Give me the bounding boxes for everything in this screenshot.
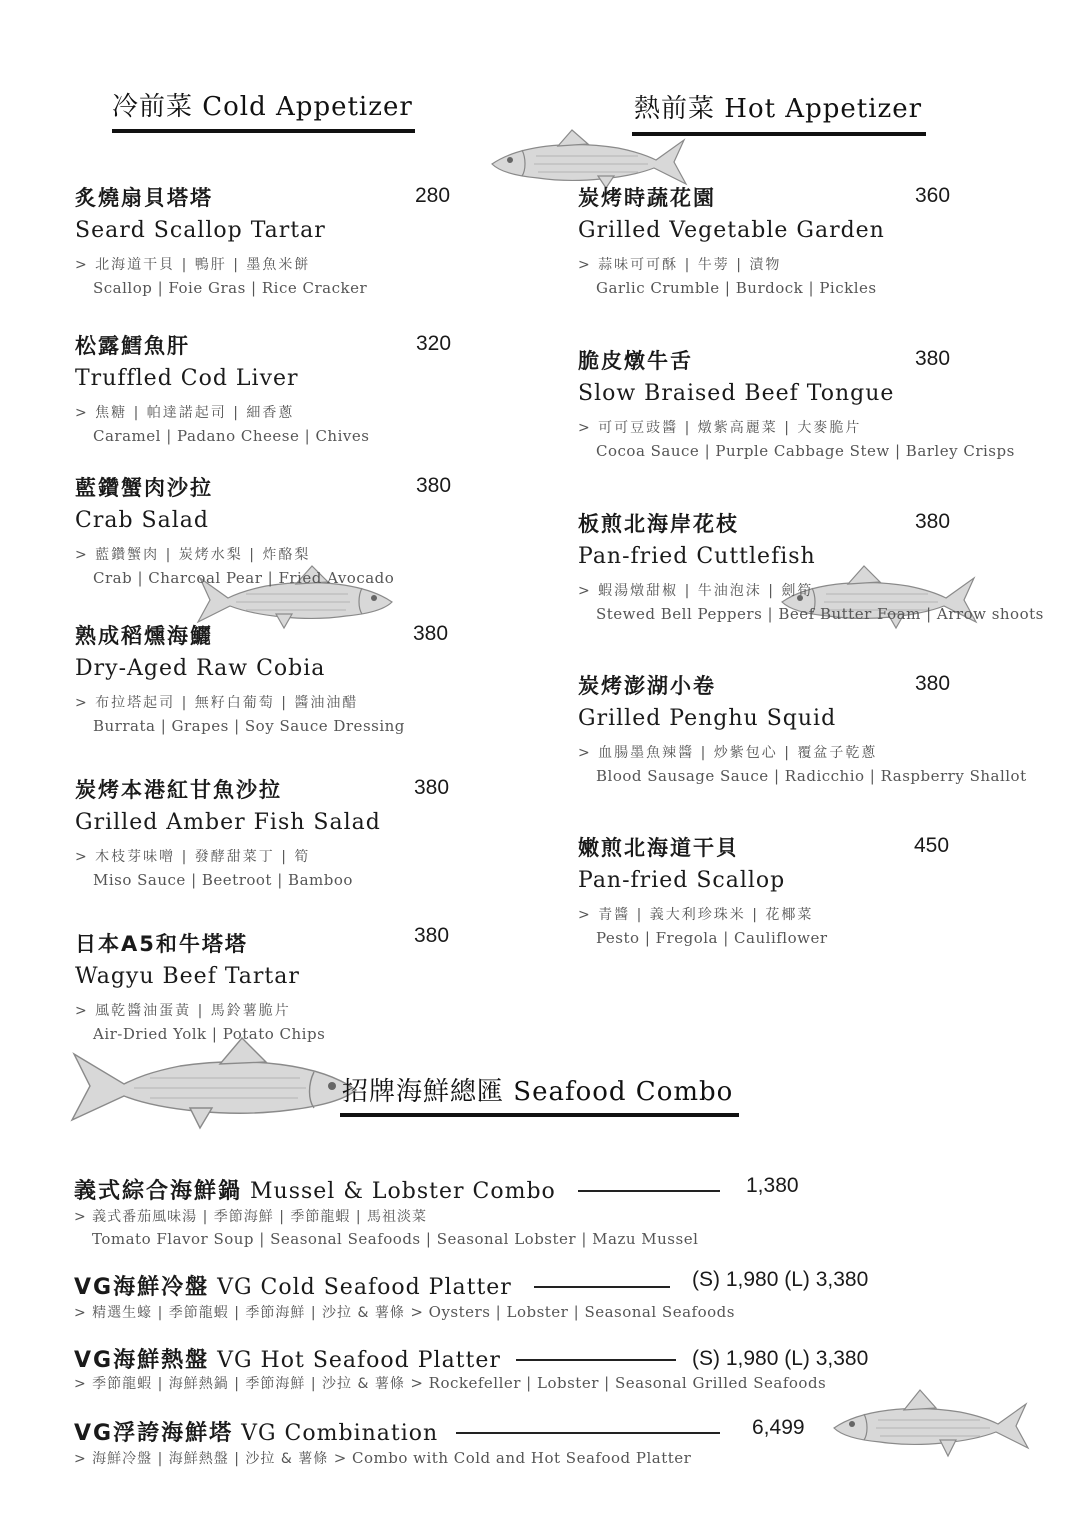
combo-price: (S) 1,980 (L) 3,380	[692, 1347, 869, 1370]
item-name-zh: 藍鑽蟹肉沙拉	[75, 476, 213, 500]
combo-ingredients-zh: > 精選生蠔 | 季節龍蝦 | 季節海鮮 | 沙拉 & 薯條	[74, 1305, 405, 1321]
combo-ingredients-zh: > 義式番茄風味湯 | 季節海鮮 | 季節龍蝦 | 馬祖淡菜	[74, 1209, 428, 1225]
item-price: 320	[416, 332, 452, 355]
item-ingredients-zh: > 青醬 | 義大利珍珠米 | 花椰菜	[578, 907, 814, 923]
item-name-en: Truffled Cod Liver	[75, 366, 299, 391]
combo-title	[74, 1416, 438, 1447]
item-ingredients-en: Pesto | Fregola | Cauliflower	[596, 929, 828, 947]
combo-ingredients-zh: > 海鮮冷盤 | 海鮮熱盤 | 沙拉 & 薯條	[74, 1451, 329, 1467]
combo-name-en: VG Combination	[241, 1421, 439, 1446]
item-ingredients-en: Stewed Bell Peppers | Beef Butter Foam | Arrow shoots	[596, 605, 1044, 623]
item-ingredients-en: Caramel | Padano Cheese | Chives	[93, 427, 370, 445]
item-ingredients-en: Burrata | Grapes | Soy Sauce Dressing	[93, 717, 405, 735]
combo-price: 6,499	[752, 1416, 805, 1439]
combo-title	[74, 1174, 556, 1205]
item-ingredients-zh: > 藍鑽蟹肉 | 炭烤水梨 | 炸酪梨	[75, 547, 311, 563]
item-price: 360	[915, 184, 951, 207]
combo-ingredients-en: > Combo with Cold and Hot Seafood Platter	[333, 1449, 692, 1467]
combo-title	[74, 1343, 501, 1374]
item-name-en: Grilled Penghu Squid	[578, 706, 837, 731]
item-price: 380	[413, 622, 449, 645]
item-ingredients-en: Garlic Crumble | Burdock | Pickles	[596, 279, 877, 297]
item-ingredients-zh: > 可可豆豉醬 | 燉紫高麗菜 | 大麥脆片	[578, 420, 862, 436]
combo-title	[74, 1270, 512, 1301]
combo-heading-rule	[340, 1113, 739, 1117]
item-price: 380	[414, 924, 450, 947]
combo-price: (S) 1,980 (L) 3,380	[692, 1268, 869, 1291]
item-ingredients-zh: > 蝦湯燉甜椒 | 牛油泡沫 | 劍筍	[578, 583, 814, 599]
item-ingredients-en: Scallop | Foie Gras | Rice Cracker	[93, 279, 368, 297]
item-ingredients-en: Blood Sausage Sauce | Radicchio | Raspberry Shallot	[596, 767, 1027, 785]
item-ingredients-zh: > 蒜味可可酥 | 牛蒡 | 漬物	[578, 257, 782, 273]
item-ingredients-zh: > 北海道干貝 | 鴨肝 | 墨魚米餅	[75, 257, 311, 273]
combo-name-zh: VG海鮮冷盤	[74, 1275, 210, 1300]
item-name-zh: 嫩煎北海道干貝	[578, 836, 739, 860]
item-name-en: Pan-fried Scallop	[578, 868, 786, 893]
item-name-zh: 炭烤澎湖小卷	[578, 674, 716, 698]
item-price: 380	[416, 474, 452, 497]
item-ingredients-zh: > 風乾醬油蛋黃 | 馬鈴薯脆片	[75, 1003, 291, 1019]
combo-name-en: Mussel & Lobster Combo	[250, 1179, 556, 1204]
item-name-en: Slow Braised Beef Tongue	[578, 381, 895, 406]
item-price: 380	[414, 776, 450, 799]
fish-illustration-icon	[70, 1034, 360, 1134]
item-ingredients-zh: > 焦糖 | 帕達諾起司 | 細香蔥	[75, 405, 295, 421]
item-name-en: Wagyu Beef Tartar	[75, 964, 300, 989]
item-price: 280	[415, 184, 451, 207]
combo-ingredients-zh: > 季節龍蝦 | 海鮮熱鍋 | 季節海鮮 | 沙拉 & 薯條	[74, 1376, 405, 1392]
item-name-en: Grilled Vegetable Garden	[578, 218, 885, 243]
combo-ingredients	[74, 1302, 735, 1322]
combo-ingredients	[74, 1448, 691, 1468]
item-name-zh: 熟成稻燻海鱺	[75, 624, 213, 648]
combo-name-zh: VG浮誇海鮮塔	[74, 1421, 234, 1446]
combo-name-zh: VG海鮮熱盤	[74, 1348, 210, 1373]
item-price: 450	[914, 834, 950, 857]
item-name-zh: 炭烤時蔬花園	[578, 186, 716, 210]
item-name-en: Seard Scallop Tartar	[75, 218, 326, 243]
item-ingredients-en: Cocoa Sauce | Purple Cabbage Stew | Barley Crisps	[596, 442, 1015, 460]
item-name-zh: 日本A5和牛塔塔	[75, 932, 248, 956]
item-name-zh: 脆皮燉牛舌	[578, 349, 693, 373]
cold-appetizer-heading: 冷前菜 Cold Appetizer	[112, 92, 413, 122]
combo-leader-line	[578, 1190, 720, 1192]
item-name-zh: 松露鱈魚肝	[75, 334, 190, 358]
item-name-en: Crab Salad	[75, 508, 209, 533]
combo-ingredients	[74, 1373, 826, 1393]
item-price: 380	[915, 510, 951, 533]
fish-illustration-icon	[830, 1386, 1030, 1462]
combo-leader-line	[516, 1359, 676, 1361]
item-name-zh: 板煎北海岸花枝	[578, 512, 739, 536]
seafood-combo-heading: 招牌海鮮總匯 Seafood Combo	[342, 1077, 734, 1107]
item-name-zh: 炭烤本港紅甘魚沙拉	[75, 778, 282, 802]
item-name-zh: 炙燒扇貝塔塔	[75, 186, 213, 210]
combo-ingredients-en: > Rockefeller | Lobster | Seasonal Grilled Seafoods	[410, 1374, 827, 1392]
item-price: 380	[915, 347, 951, 370]
item-ingredients-en: Air-Dried Yolk | Potato Chips	[93, 1025, 326, 1043]
item-ingredients-en: Miso Sauce | Beetroot | Bamboo	[93, 871, 353, 889]
item-ingredients-en: Crab | Charcoal Pear | Fried Avocado	[93, 569, 395, 587]
cold-heading-rule	[112, 129, 415, 133]
item-name-en: Grilled Amber Fish Salad	[75, 810, 381, 835]
combo-price: 1,380	[746, 1174, 799, 1197]
combo-name-en: VG Cold Seafood Platter	[217, 1275, 512, 1300]
combo-name-zh: 義式綜合海鮮鍋	[74, 1179, 243, 1204]
combo-ingredients-en: Tomato Flavor Soup | Seasonal Seafoods | Seasonal Lobster | Mazu Mussel	[92, 1230, 699, 1248]
hot-appetizer-heading: 熱前菜 Hot Appetizer	[634, 94, 923, 124]
item-name-en: Dry-Aged Raw Cobia	[75, 656, 326, 681]
combo-ingredients-en: > Oysters | Lobster | Seasonal Seafoods	[410, 1303, 735, 1321]
item-ingredients-zh: > 血腸墨魚辣醬 | 炒紫包心 | 覆盆子乾蔥	[578, 745, 878, 761]
item-price: 380	[915, 672, 951, 695]
combo-name-en: VG Hot Seafood Platter	[217, 1348, 501, 1373]
combo-leader-line	[456, 1432, 720, 1434]
item-ingredients-zh: > 木枝芽味噌 | 發酵甜菜丁 | 筍	[75, 849, 311, 865]
combo-leader-line	[534, 1286, 670, 1288]
item-name-en: Pan-fried Cuttlefish	[578, 544, 816, 569]
item-ingredients-zh: > 布拉塔起司 | 無籽白葡萄 | 醬油油醋	[75, 695, 359, 711]
